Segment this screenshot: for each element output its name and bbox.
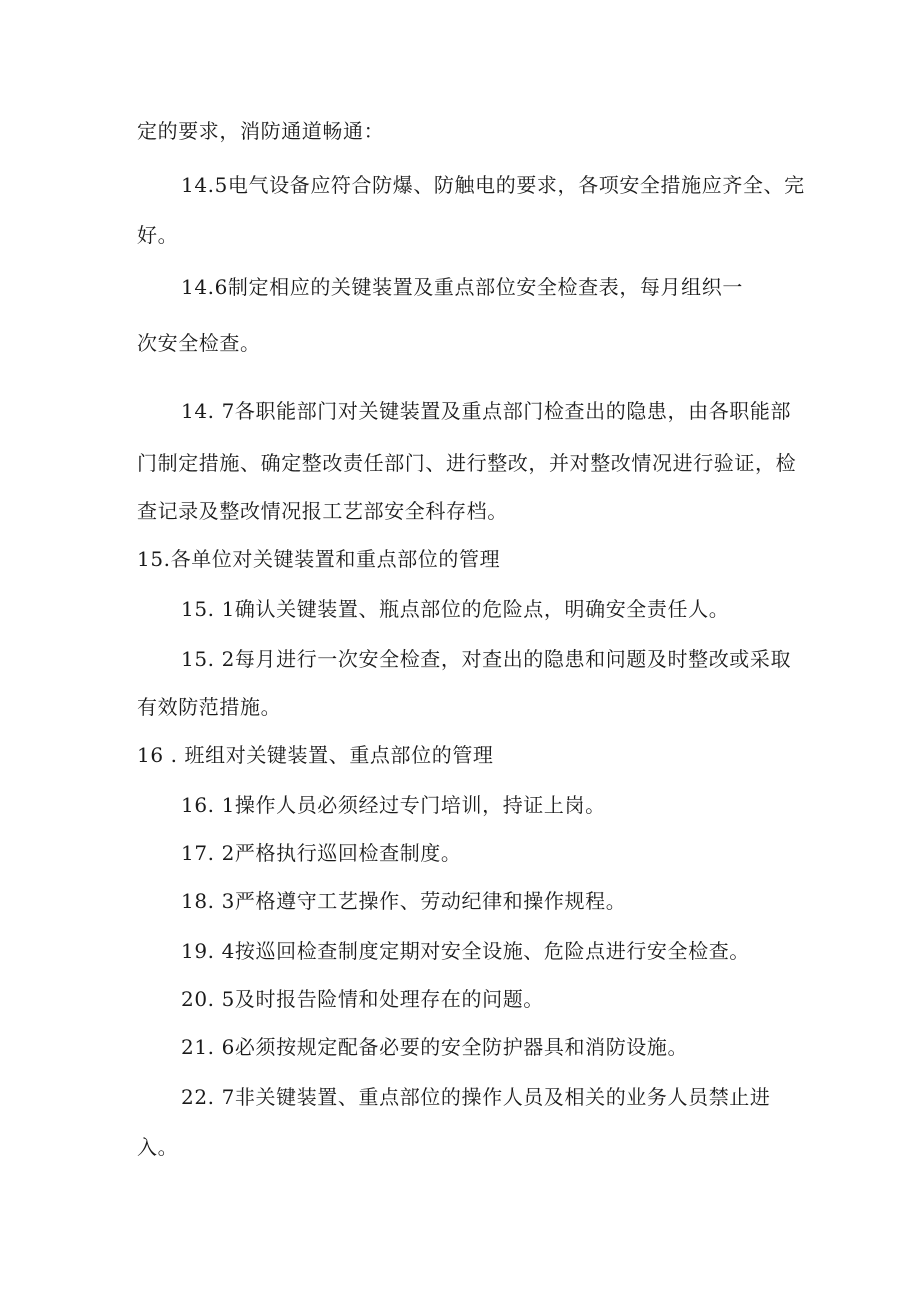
text-line: 16. 1操作人员必须经过专门培训，持证上岗。 xyxy=(181,793,606,817)
section-heading: 16 . 班组对关键装置、重点部位的管理 xyxy=(137,743,494,767)
text-line: 次安全检查。 xyxy=(137,331,261,355)
text-line: 好。 xyxy=(137,223,179,247)
text-line: 21. 6必须按规定配备必要的安全防护器具和消防设施。 xyxy=(181,1035,689,1059)
text-line: 18. 3严格遵守工艺操作、劳动纪律和操作规程。 xyxy=(181,889,627,913)
text-line: 14.5电气设备应符合防爆、防触电的要求，各项安全措施应齐全、完 xyxy=(181,173,805,197)
section-heading: 15.各单位对关键装置和重点部位的管理 xyxy=(137,547,501,571)
text-line: 15. 1确认关键装置、瓶点部位的危险点，明确安全责任人。 xyxy=(181,597,730,621)
text-line: 14. 7各职能部门对关键装置及重点部门检查出的隐患，由各职能部 xyxy=(181,399,792,423)
text-line: 22. 7非关键装置、重点部位的操作人员及相关的业务人员禁止进 xyxy=(181,1085,771,1109)
text-line: 门制定措施、确定整改责任部门、进行整改，并对整改情况进行验证，检 xyxy=(137,451,797,475)
text-line: 19. 4按巡回检查制度定期对安全设施、危险点进行安全检查。 xyxy=(181,939,750,963)
text-line: 查记录及整改情况报工艺部安全科存档。 xyxy=(137,499,508,523)
text-line: 14.6制定相应的关键装置及重点部位安全检查表，每月组织一 xyxy=(181,275,743,299)
text-line: 入。 xyxy=(137,1135,179,1159)
text-line: 有效防范措施。 xyxy=(137,695,282,719)
text-line: 定的要求，消防通道畅通： xyxy=(137,119,385,143)
text-line: 17. 2严格执行巡回检查制度。 xyxy=(181,841,462,865)
text-line: 15. 2每月进行一次安全检查，对查出的隐患和问题及时整改或采取 xyxy=(181,647,792,671)
text-line: 20. 5及时报告险情和处理存在的问题。 xyxy=(181,987,544,1011)
